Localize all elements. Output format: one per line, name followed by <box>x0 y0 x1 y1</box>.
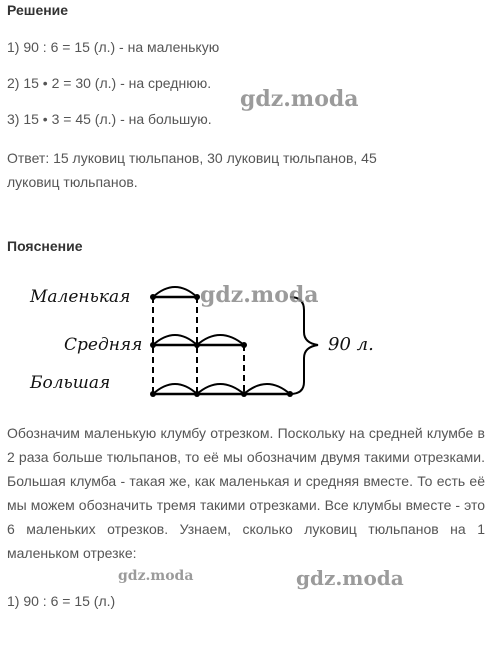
explanation-paragraph: Обозначим маленькую клумбу отрезком. Поскольку на средней клумбе в 2 раза больше тюльпанов, то её мы обозначим двумя такими отрезками. Большая клумба - такая же, как маленькая и средняя вместе. То есть её мы можем обозначить тремя такими отрезками. Все клумбы вместе - это 6 маленьких отрезков. Узнаем, сколько луковиц тюльпанов на 1 маленьком отрезке: <box>7 425 485 561</box>
watermark-logo-bottom-right: gdz.moda <box>296 566 404 590</box>
explanation-heading: Пояснение <box>7 238 83 254</box>
watermark-logo: gdz.moda <box>240 86 359 112</box>
solution-step-1: 1) 90 : 6 = 15 (л.) - на маленькую <box>7 39 220 55</box>
row-label-medium: Средняя <box>64 335 143 355</box>
watermark-logo-bottom-left: gdz.moda <box>118 568 194 584</box>
solution-step-3: 3) 15 • 3 = 45 (л.) - на большую. <box>7 111 212 127</box>
total-label: 90 л. <box>328 334 374 355</box>
answer-text: Ответ: 15 луковиц тюльпанов, 30 луковиц тюльпанов, 45 луковиц тюльпанов. <box>7 150 377 190</box>
row-label-large: Большая <box>30 373 111 393</box>
watermark-logo-diagram: gdz.moda <box>200 282 319 308</box>
row-label-small: Маленькая <box>30 287 131 307</box>
solution-step-2: 2) 15 • 2 = 30 (л.) - на среднюю. <box>7 75 212 91</box>
solution-heading: Решение <box>7 2 69 18</box>
explanation-step-1: 1) 90 : 6 = 15 (л.) <box>7 593 116 609</box>
